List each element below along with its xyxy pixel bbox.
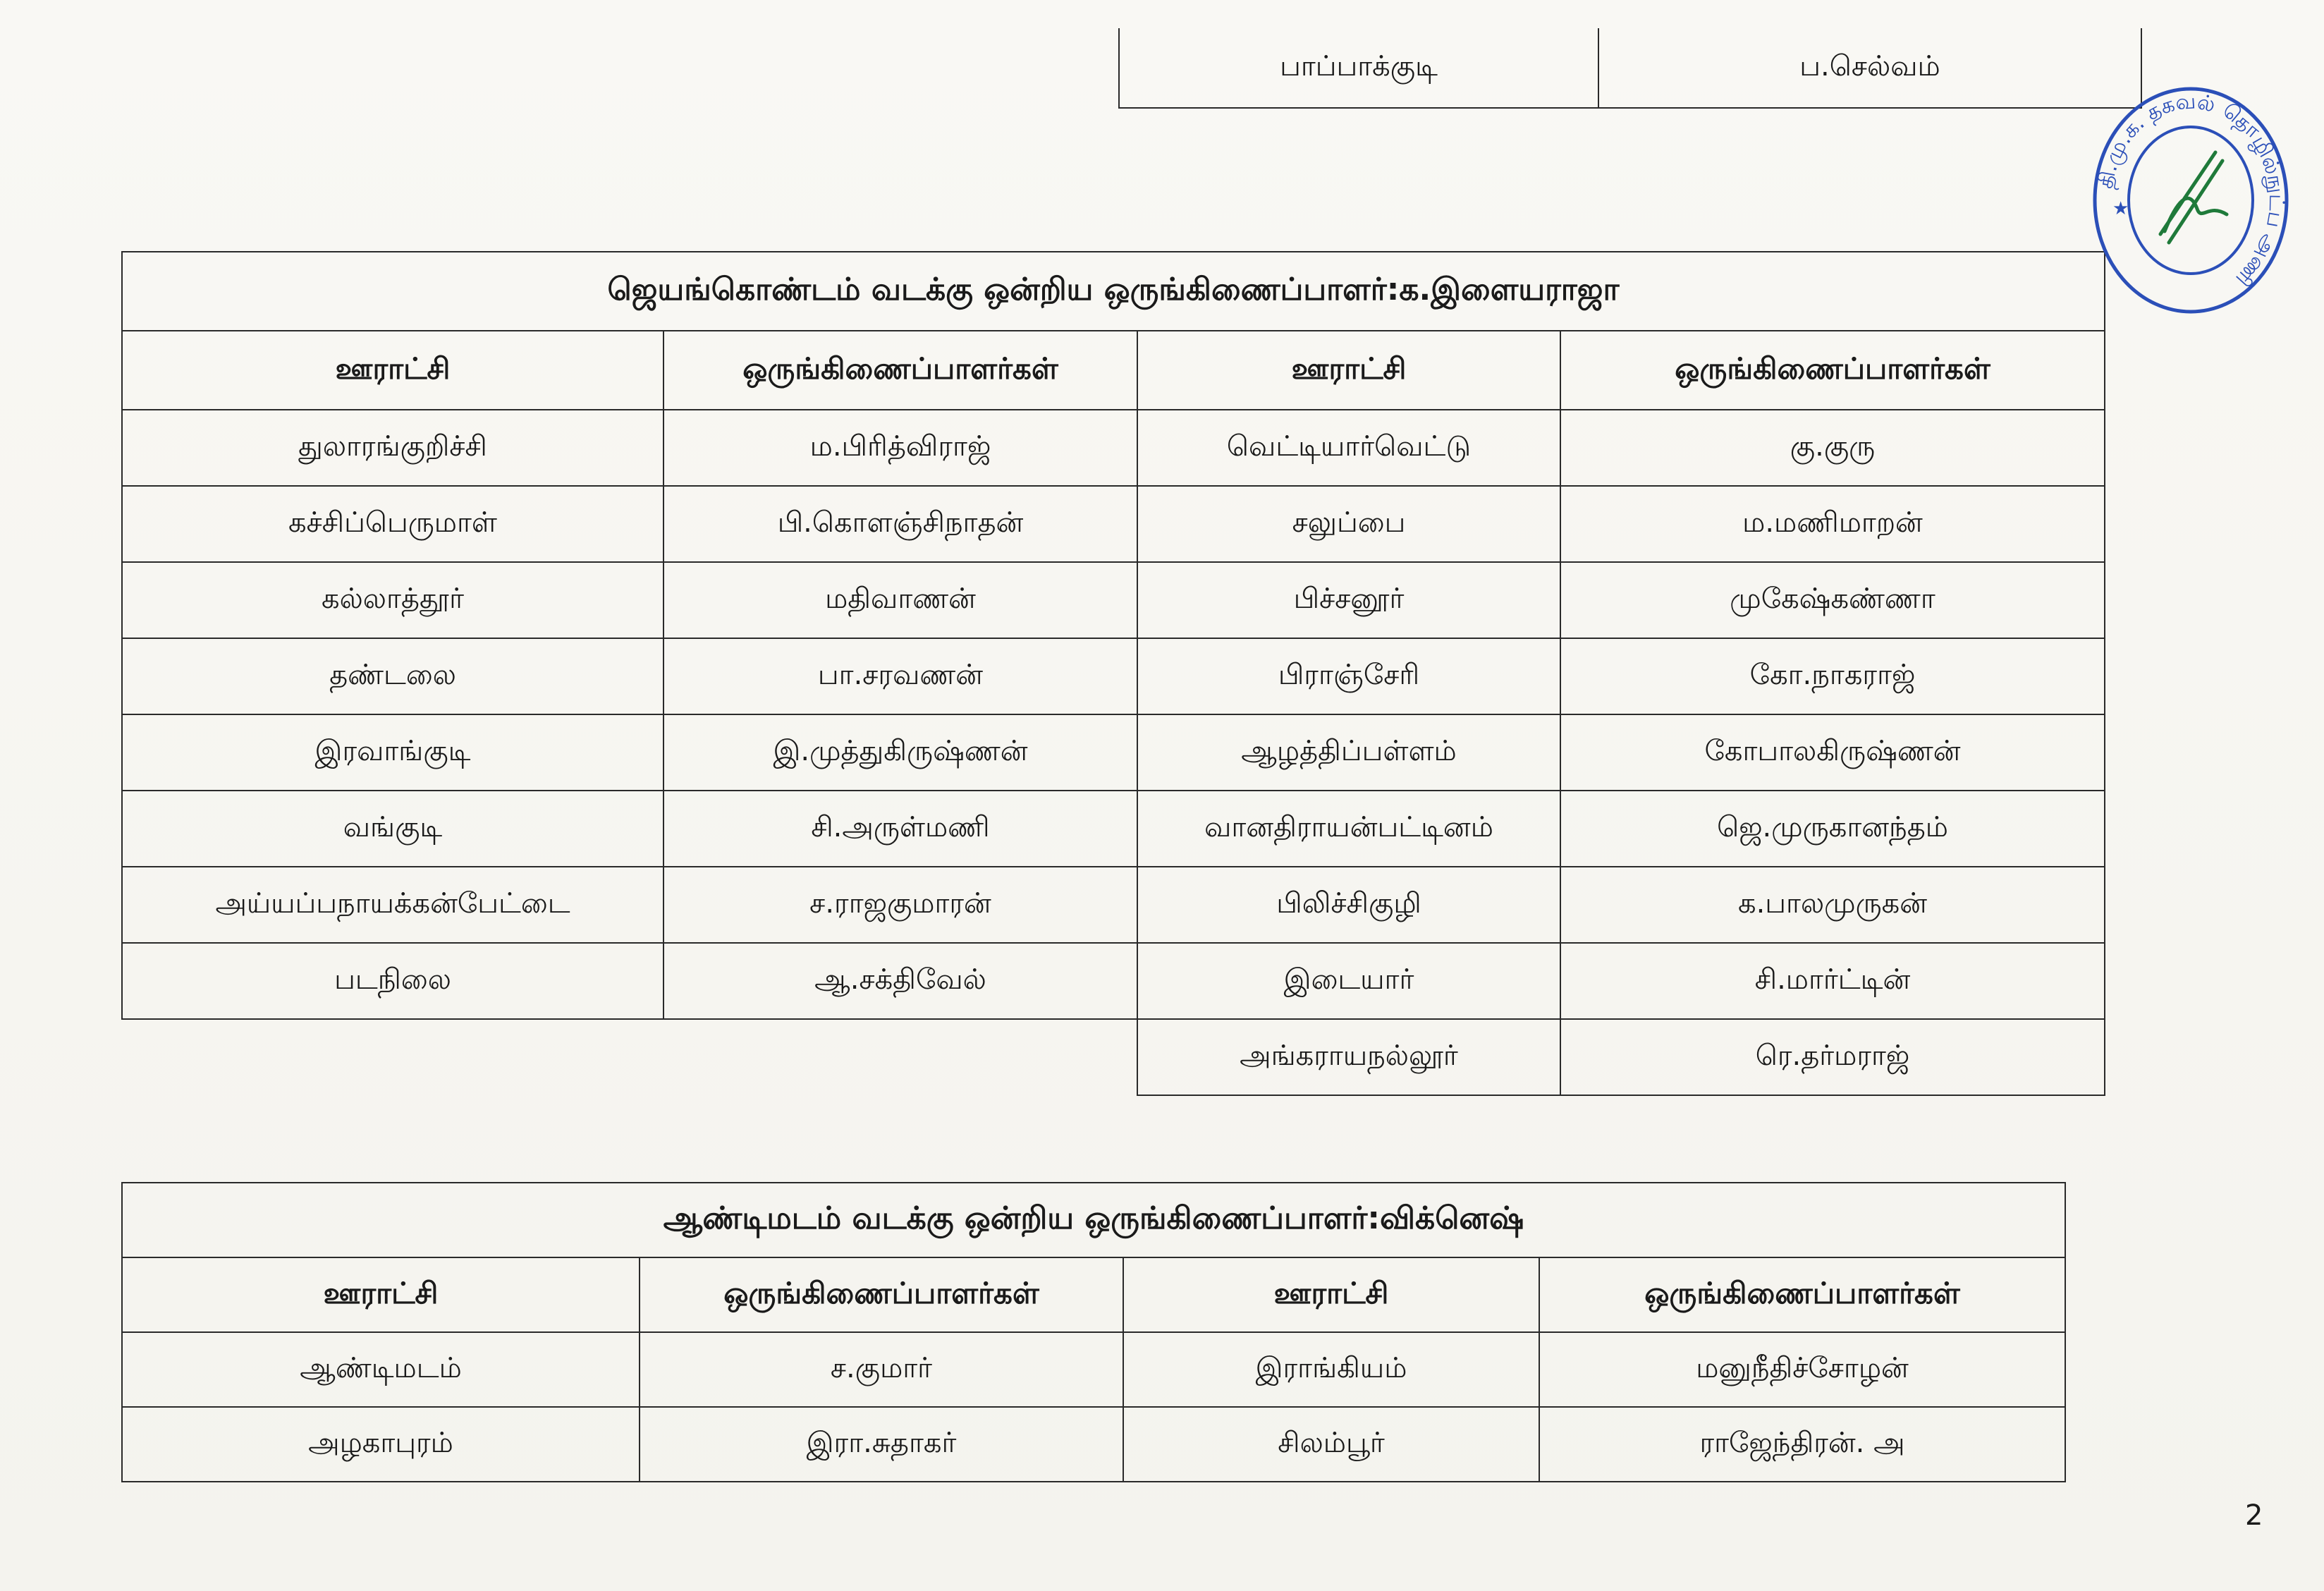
header-coordinators: ஒருங்கிணைப்பாளர்கள் [663,331,1137,410]
table-row [122,638,2105,714]
cell: கோபாலகிருஷ்ணன் [1560,714,2105,791]
cell: ஆ.சக்திவேல் [663,943,1137,1019]
cell: ரெ.தர்மராஜ் [1560,1019,2105,1095]
empty-cell [663,1019,1137,1095]
signature-icon [2160,152,2227,243]
cell: மதிவாணன் [663,562,1137,638]
table-header-row [122,1257,2065,1332]
header-ooratchi: ஊராட்சி [1137,331,1560,410]
cell: மனுநீதிச்சோழன் [1539,1332,2065,1407]
table-row [122,791,2105,867]
cell: பிலிச்சிகுழி [1137,867,1560,943]
cell: பா.சரவணன் [663,638,1137,714]
cell: முகேஷ்கண்ணா [1560,562,2105,638]
table-row [122,1332,2065,1407]
jayankondam-north-table [121,251,2105,1096]
cell: இரா.சுதாகர் [640,1407,1123,1482]
cell: அங்கராயநல்லூர் [1137,1019,1560,1095]
cell: ச.ராஜகுமாரன் [663,867,1137,943]
cell: அழகாபுரம் [122,1407,640,1482]
andimadam-north-table [121,1182,2066,1482]
table-title-row [122,1183,2065,1257]
cell: இராங்கியம் [1123,1332,1539,1407]
table-row [1119,28,2141,108]
cell: சி.அருள்மணி [663,791,1137,867]
cell: இரவாங்குடி [122,714,663,791]
header-coordinators: ஒருங்கிணைப்பாளர்கள் [1560,331,2105,410]
cell: இடையார் [1137,943,1560,1019]
table-row [122,943,2105,1019]
table-header-row [122,331,2105,410]
table-row [122,1019,2105,1095]
cell: பிச்சனூர் [1137,562,1560,638]
coordinator-cell: ப.செல்வம் [1598,28,2141,108]
empty-cell [122,1019,663,1095]
table-title: ஆண்டிமடம் வடக்கு ஒன்றிய ஒருங்கிணைப்பாளர்:விக்னெஷ் [122,1183,2065,1257]
table-row [122,410,2105,486]
table-row [122,562,2105,638]
table-title-row [122,252,2105,331]
cell: அய்யப்பநாயக்கன்பேட்டை [122,867,663,943]
cell: சிலம்பூர் [1123,1407,1539,1482]
ooratchi-cell: பாப்பாக்குடி [1119,28,1598,108]
stamp-text: தி.மு.க. தகவல் தொழில்நுட்ப அணி [2093,89,2289,291]
cell: ம.பிரித்விராஜ் [663,410,1137,486]
table-row [122,1407,2065,1482]
cell: ஆழத்திப்பள்ளம் [1137,714,1560,791]
cell: பி.கொளஞ்சிநாதன் [663,486,1137,562]
cell: ஜெ.முருகானந்தம் [1560,791,2105,867]
cell: வானதிராயன்பட்டினம் [1137,791,1560,867]
cell: பிராஞ்சேரி [1137,638,1560,714]
top-partial-table [1118,28,2142,109]
cell: ஆண்டிமடம் [122,1332,640,1407]
cell: சலுப்பை [1137,486,1560,562]
table-title: ஜெயங்கொண்டம் வடக்கு ஒன்றிய ஒருங்கிணைப்பாளர்:க.இளையராஜா [122,252,2105,331]
cell: க.பாலமுருகன் [1560,867,2105,943]
table-row [122,486,2105,562]
header-ooratchi: ஊராட்சி [122,331,663,410]
cell: தண்டலை [122,638,663,714]
cell: கச்சிப்பெருமாள் [122,486,663,562]
cell: சி.மார்ட்டின் [1560,943,2105,1019]
header-coordinators: ஒருங்கிணைப்பாளர்கள் [640,1257,1123,1332]
cell: இ.முத்துகிருஷ்ணன் [663,714,1137,791]
table-row [122,714,2105,791]
cell: கோ.நாகராஜ் [1560,638,2105,714]
header-ooratchi: ஊராட்சி [122,1257,640,1332]
page-number: 2 [2245,1499,2263,1532]
star-icon: ★ [2112,198,2129,219]
cell: ம.மணிமாறன் [1560,486,2105,562]
cell: துலாரங்குறிச்சி [122,410,663,486]
cell: கல்லாத்தூர் [122,562,663,638]
cell: வெட்டியார்வெட்டு [1137,410,1560,486]
cell: ராஜேந்திரன். அ [1539,1407,2065,1482]
cell: வங்குடி [122,791,663,867]
header-ooratchi: ஊராட்சி [1123,1257,1539,1332]
table-row [122,867,2105,943]
cell: கு.குரு [1560,410,2105,486]
header-coordinators: ஒருங்கிணைப்பாளர்கள் [1539,1257,2065,1332]
cell: ச.குமார் [640,1332,1123,1407]
official-stamp [2091,83,2290,317]
cell: படநிலை [122,943,663,1019]
